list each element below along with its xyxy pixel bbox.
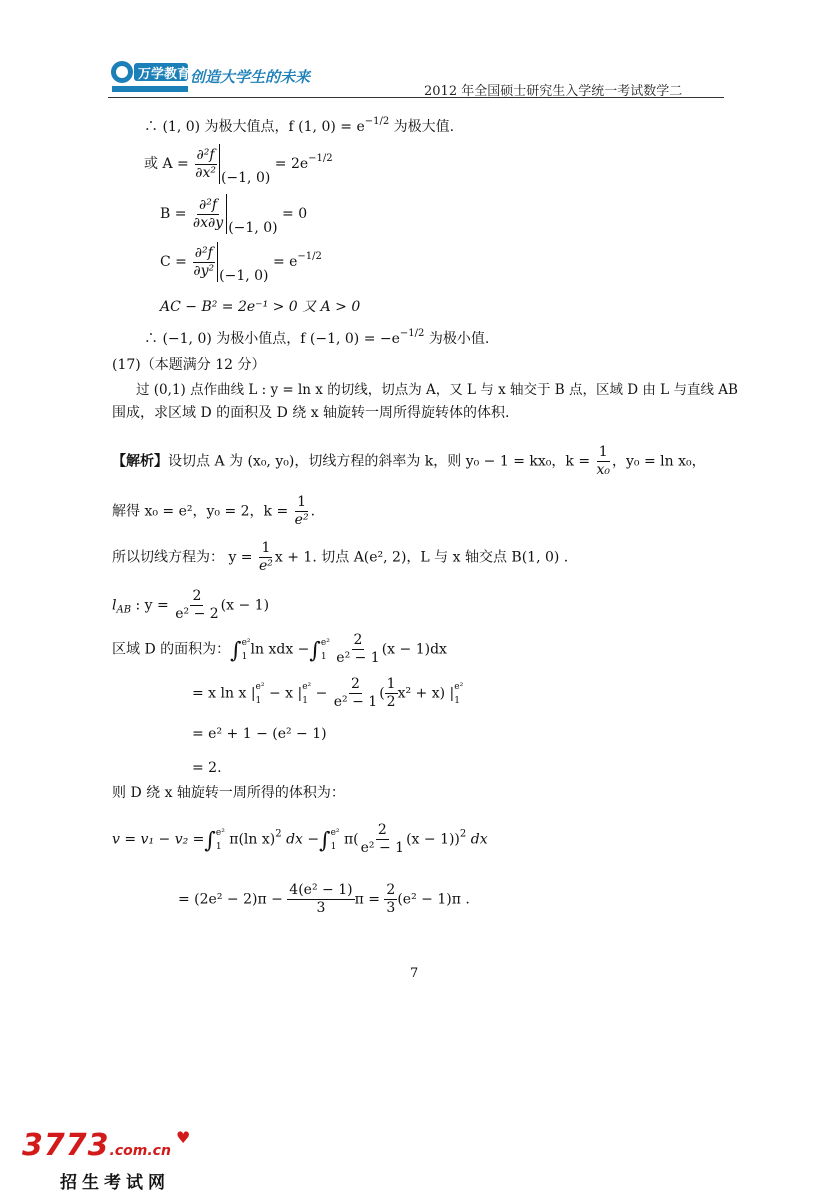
area-label: 区域 D 的面积为：	[112, 641, 231, 658]
sol-line-2-tail: .	[310, 503, 316, 520]
frac-k-den: x₀	[596, 462, 611, 478]
line-max-point-tail: 为极大值.	[393, 119, 455, 135]
frac-lab	[173, 588, 220, 623]
volume-lhs: v = v₁ − v₂ =	[112, 831, 205, 848]
exp-3: −1/2	[297, 251, 322, 262]
eq-C-prefix: C =	[160, 254, 187, 270]
lim-lo: 1	[241, 651, 248, 662]
frac-k	[595, 444, 613, 479]
frac-A-num: ∂²f	[196, 146, 215, 163]
sol-line-3	[112, 540, 568, 575]
eval-term-3: x² + x) |	[397, 685, 455, 702]
frac-eval-den: e² − 1	[333, 694, 378, 710]
sol-line-4-text: : y =	[135, 597, 169, 614]
q17-body-line2: 围成，求区域 D 的面积及 D 绕 x 轴旋转一周所得旋转体的体积.	[112, 405, 510, 421]
frac-slope-num: 1	[261, 540, 271, 556]
result-term-1: = (2e² − 2)π −	[178, 891, 283, 908]
lim-up: e²	[320, 637, 330, 648]
limits	[242, 636, 251, 664]
lim-lo: 1	[215, 841, 222, 852]
eq-A-prefix: 或 A =	[144, 156, 189, 172]
integral-sign: ∫	[204, 828, 216, 854]
frac-C-num: ∂²f	[194, 244, 213, 261]
brand-logo	[108, 58, 190, 98]
frac-C	[191, 245, 216, 280]
lim-lo: 1	[330, 841, 337, 852]
eq-C	[160, 242, 322, 284]
solution-tag: 【解析】	[112, 453, 168, 470]
square-2: 2	[459, 828, 467, 840]
integral-sign: ∫	[319, 828, 331, 854]
paren-open: (	[379, 685, 385, 702]
volume-dx: dx	[470, 831, 488, 848]
frac-result-1-num: 4(e² − 1)	[289, 882, 353, 898]
sol-line-5	[112, 632, 447, 667]
frac-result-1-den: 3	[316, 900, 326, 916]
eval-bar	[219, 144, 220, 184]
frac-volume	[359, 822, 406, 857]
frac-half-den: 2	[386, 694, 396, 710]
frac-k-num: 1	[598, 444, 608, 460]
lim-up: e²	[255, 681, 265, 692]
lim-lo: 1	[454, 695, 460, 706]
eq-A-at: (−1, 0)	[220, 170, 271, 186]
frac-result-1	[287, 882, 354, 917]
frac-k2-num: 1	[297, 494, 307, 510]
frac-B	[191, 197, 225, 232]
sol-line-8: = 2.	[192, 760, 222, 776]
sol-line-11	[178, 882, 470, 917]
integral-sign: ∫	[230, 638, 242, 664]
eq-C-at: (−1, 0)	[219, 268, 269, 284]
watermark-logo	[22, 1128, 190, 1163]
eval-term-1: = x ln x |	[192, 685, 256, 702]
sol-line-4-tail: (x − 1)	[220, 597, 270, 614]
limits	[302, 680, 311, 708]
frac-result-2-num: 2	[386, 882, 396, 898]
limits	[256, 680, 265, 708]
l-symbol: l	[112, 597, 117, 614]
area-term-1: ln xdx −	[250, 641, 310, 658]
limits	[331, 826, 340, 854]
eq-AC: AC − B² = 2e⁻¹ > 0 又 A > 0	[160, 299, 361, 315]
frac-area-den: e² − 1	[336, 650, 380, 666]
sol-line-1-tail: ，y₀ = ln x₀，	[612, 453, 706, 470]
square-1: 2	[275, 828, 282, 840]
frac-result-2	[384, 882, 397, 917]
line-max-point	[144, 116, 454, 136]
frac-area-num: 2	[353, 632, 363, 648]
sol-line-3-tail: x + 1. 切点 A(e², 2)，L 与 x 轴交点 B(1, 0) .	[274, 549, 569, 566]
limits	[321, 636, 330, 664]
frac-volume-den: e² − 1	[360, 840, 405, 856]
result-term-3: (e² − 1)π .	[397, 891, 470, 908]
area-term-2: (x − 1)dx	[381, 641, 447, 658]
result-term-2: π =	[354, 891, 380, 908]
frac-eval-num: 2	[351, 676, 360, 692]
limits	[454, 680, 463, 708]
lim-lo: 1	[255, 695, 262, 706]
line-min-point-tail: 为极小值.	[428, 331, 490, 347]
frac-eval	[332, 676, 379, 711]
eq-B-at: (−1, 0)	[228, 220, 278, 236]
eval-term-2: − x |	[268, 685, 303, 702]
frac-A-den: ∂x²	[195, 164, 216, 181]
frac-C-den: ∂y²	[193, 262, 215, 279]
page-number: 7	[410, 966, 419, 981]
sol-line-2	[112, 494, 315, 529]
eq-C-val: = e	[272, 254, 298, 270]
exp-2: −1/2	[308, 153, 333, 164]
lim-lo: 1	[302, 695, 308, 706]
sol-line-1-text: 设切点 A 为 (x₀, y₀)，切线方程的斜率为 k，则 y₀ − 1 = kx₀，k =	[168, 453, 591, 470]
exp-4: −1/2	[399, 328, 425, 339]
sol-line-3-text: 所以切线方程为： y =	[112, 549, 253, 566]
sol-line-4	[112, 588, 269, 623]
frac-volume-num: 2	[377, 822, 387, 838]
eq-A	[144, 144, 333, 186]
frac-result-2-den: 3	[386, 900, 396, 916]
frac-k2	[293, 494, 311, 529]
header-divider	[108, 97, 724, 98]
page-header-title: 2012 年全国硕士研究生入学统一考试数学二	[424, 84, 683, 99]
limits	[216, 826, 225, 854]
lim-lo: 1	[320, 651, 327, 662]
q17-heading: (17)（本题满分 12 分）	[112, 357, 266, 373]
heart-icon: ♥	[176, 1128, 191, 1147]
line-min-point-text: ∴ (−1, 0) 为极小值点，f (−1, 0) = −e	[144, 331, 400, 347]
lim-up: e²	[241, 637, 251, 648]
integral-sign: ∫	[309, 638, 321, 664]
logo-slogan: 创造大学生的未来	[190, 68, 311, 86]
line-min-point	[144, 328, 489, 348]
sol-line-2-text: 解得 x₀ = e²，y₀ = 2，k =	[112, 503, 289, 520]
frac-slope-den: e²	[259, 558, 273, 574]
frac-B-den: ∂x∂y	[192, 214, 224, 231]
logo-text: 万学教育	[138, 67, 191, 82]
volume-dx-minus: dx −	[286, 831, 320, 848]
sol-line-9: 则 D 绕 x 轴旋转一周所得的体积为：	[112, 785, 345, 801]
eq-B-val: = 0	[282, 206, 308, 222]
frac-lab-num: 2	[192, 588, 202, 604]
watermark-domain: .com.cn	[109, 1143, 171, 1159]
line-max-point-text: ∴ (1, 0) 为极大值点，f (1, 0) = e	[144, 119, 365, 135]
sol-line-1	[112, 444, 706, 479]
frac-half-num: 1	[386, 676, 396, 692]
frac-lab-den: e² − 2	[175, 606, 219, 622]
watermark-number: 3773	[22, 1128, 110, 1163]
volume-term-1: π(ln x)	[229, 831, 276, 848]
l-subscript: AB	[116, 604, 132, 616]
eq-B-prefix: B =	[160, 206, 187, 222]
volume-pi-paren: π(	[343, 831, 359, 848]
watermark-cn-text: 招生考试网	[60, 1173, 170, 1193]
frac-B-num: ∂²f	[199, 196, 218, 213]
exp-1: −1/2	[364, 116, 390, 127]
volume-term-2: (x − 1))	[406, 831, 460, 848]
frac-area	[334, 632, 381, 667]
eval-bar	[217, 242, 218, 282]
eq-B	[160, 194, 307, 236]
frac-A	[193, 147, 218, 182]
lim-up: e²	[215, 827, 225, 838]
sol-line-6	[192, 676, 463, 711]
frac-slope	[257, 540, 275, 575]
eq-A-val: = 2e	[274, 156, 309, 172]
frac-half	[385, 676, 398, 711]
lim-up: e²	[454, 681, 464, 692]
sol-line-10	[112, 822, 488, 857]
lim-up: e²	[330, 827, 340, 838]
q17-body-line1: 过 (0,1) 点作曲线 L : y = ln x 的切线，切点为 A，又 L 与 x 轴交于 B 点，区域 D 由 L 与直线 AB	[136, 382, 738, 398]
minus-sign: −	[315, 685, 328, 702]
sol-line-7: = e² + 1 − (e² − 1)	[192, 726, 327, 742]
frac-k2-den: e²	[294, 512, 309, 528]
lim-up: e²	[302, 681, 312, 692]
